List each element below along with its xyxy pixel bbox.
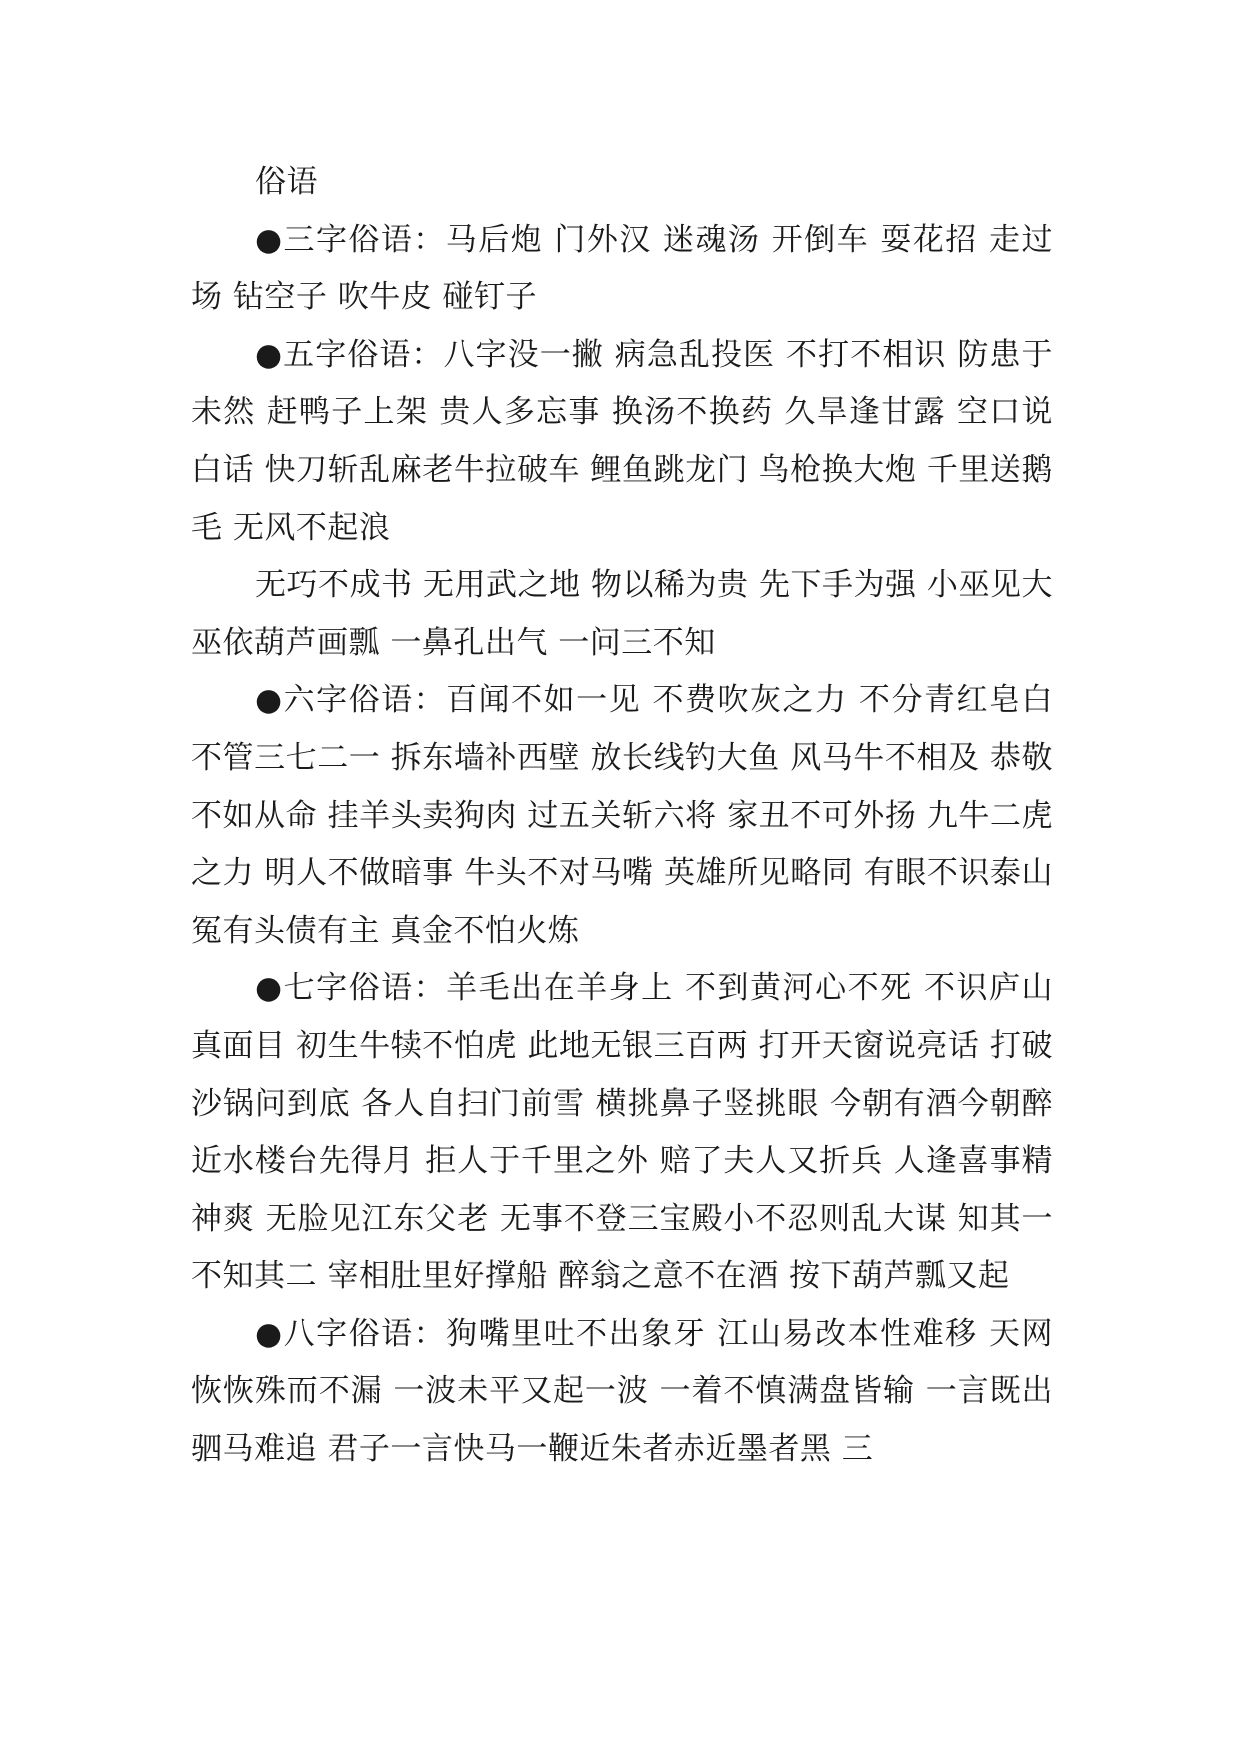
paragraph-five-char	[191, 327, 1053, 557]
paragraph-text: 五字俗语：八字没一撇 病急乱投医 不打不相识 防患于未然 赶鸭子上架 贵人多忘事 换汤不换药 久旱逢甘露 空口说白话 快刀斩乱麻老牛拉破车 鲤鱼跳龙门 鸟枪换大炮 千里送鹅毛 无风不起浪	[191, 336, 1053, 546]
paragraph-six-char	[191, 672, 1053, 960]
bullet-icon: ●	[255, 682, 284, 719]
bullet-icon: ●	[255, 1315, 284, 1352]
document-body	[191, 154, 1053, 1479]
paragraph-three-char	[191, 212, 1053, 327]
bullet-icon: ●	[255, 336, 284, 373]
paragraph-text: 六字俗语：百闻不如一见 不费吹灰之力 不分青红皂白 不管三七二一 拆东墙补西壁 放长线钓大鱼 风马牛不相及 恭敬不如从命 挂羊头卖狗肉 过五关斩六将 家丑不可外扬 九牛二虎之力 明人不做暗事 牛头不对马嘴 英雄所见略同 有眼不识泰山 冤有头债有主 真金不怕火炼	[191, 682, 1053, 949]
bullet-icon: ●	[255, 970, 284, 1007]
paragraph-seven-char	[191, 960, 1053, 1306]
bullet-icon: ●	[255, 221, 284, 258]
paragraph-text: 无巧不成书 无用武之地 物以稀为贵 先下手为强 小巫见大巫依葫芦画瓢 一鼻孔出气 一问三不知	[191, 567, 1053, 661]
paragraph-eight-char	[191, 1306, 1053, 1479]
document-title: 俗语	[255, 164, 318, 200]
paragraph-five-char-continued	[191, 557, 1053, 672]
paragraph-text: 三字俗语：马后炮 门外汉 迷魂汤 开倒车 耍花招 走过场 钻空子 吹牛皮 碰钉子	[191, 221, 1053, 316]
paragraph-text: 八字俗语：狗嘴里吐不出象牙 江山易改本性难移 天网恢恢殊而不漏 一波未平又起一波 一着不慎满盘皆输 一言既出驷马难追 君子一言快马一鞭近朱者赤近墨者黑 三	[191, 1315, 1053, 1468]
paragraph-text: 七字俗语：羊毛出在羊身上 不到黄河心不死 不识庐山真面目 初生牛犊不怕虎 此地无银三百两 打开天窗说亮话 打破沙锅问到底 各人自扫门前雪 横挑鼻子竖挑眼 今朝有酒今朝醉近水楼台先得月 拒人于千里之外 赔了夫人又折兵 人逢喜事精神爽 无脸见江东父老 无事不登三宝殿小不忍则乱大谋 知其一不知其二 宰相肚里好撑船 醉翁之意不在酒 按下葫芦瓢又起	[191, 970, 1053, 1295]
